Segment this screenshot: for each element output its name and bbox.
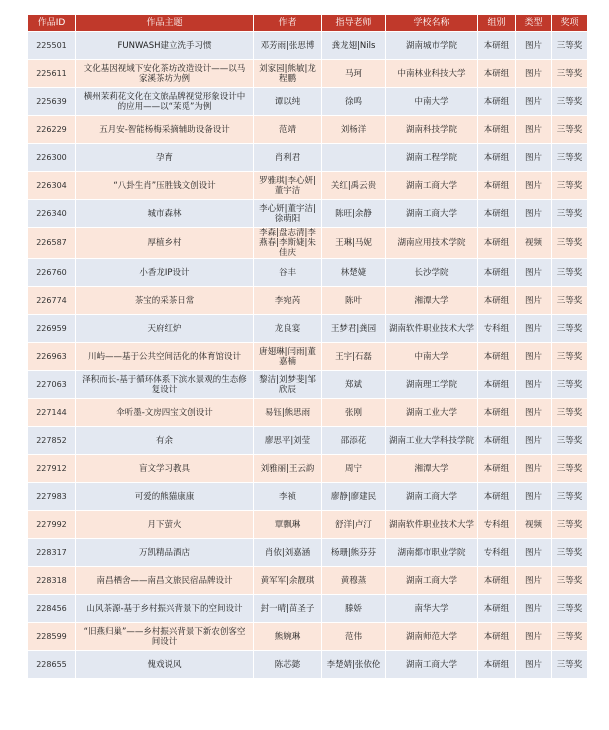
cell-author: 黎洁|刘梦斐|邹欣辰 xyxy=(254,371,322,399)
table-row xyxy=(28,200,588,228)
header-id: 作品ID xyxy=(28,15,76,32)
cell-type: 图片 xyxy=(516,315,552,343)
cell-author: 易钰|熊思雨 xyxy=(254,399,322,427)
cell-author: 覃飘琳 xyxy=(254,511,322,539)
cell-award: 三等奖 xyxy=(552,567,588,595)
cell-school: 湖南工业大学科技学院 xyxy=(386,427,478,455)
cell-group: 本研组 xyxy=(478,483,516,511)
cell-id: 227912 xyxy=(28,455,76,483)
cell-award: 三等奖 xyxy=(552,483,588,511)
cell-type: 图片 xyxy=(516,567,552,595)
cell-id: 227983 xyxy=(28,483,76,511)
cell-theme: 横州茉莉花文化在文旅品牌视觉形象设计中的应用——以“茉觅”为例 xyxy=(76,88,254,116)
cell-school: 湘潭大学 xyxy=(386,455,478,483)
cell-group: 本研组 xyxy=(478,200,516,228)
cell-id: 228318 xyxy=(28,567,76,595)
table-row xyxy=(28,144,588,172)
cell-award: 三等奖 xyxy=(552,315,588,343)
cell-type: 图片 xyxy=(516,60,552,88)
cell-id: 225639 xyxy=(28,88,76,116)
cell-group: 专科组 xyxy=(478,539,516,567)
cell-group: 本研组 xyxy=(478,623,516,651)
cell-id: 226760 xyxy=(28,259,76,287)
cell-theme: 伞听墨-文房四宝文创设计 xyxy=(76,399,254,427)
cell-author: 刘雅丽|王云韵 xyxy=(254,455,322,483)
table-row xyxy=(28,483,588,511)
table-header xyxy=(28,15,588,32)
cell-advisor: 林楚婕 xyxy=(322,259,386,287)
cell-id: 227063 xyxy=(28,371,76,399)
cell-school: 湖南理工学院 xyxy=(386,371,478,399)
cell-theme: 文化基因视域下安化茶坊改造设计——以马家溪茶坊为例 xyxy=(76,60,254,88)
cell-award: 三等奖 xyxy=(552,116,588,144)
cell-school: 湖南工商大学 xyxy=(386,200,478,228)
cell-author: 李宛芮 xyxy=(254,287,322,315)
cell-author: 陈芯懿 xyxy=(254,651,322,679)
cell-theme: 小香龙IP设计 xyxy=(76,259,254,287)
cell-group: 本研组 xyxy=(478,259,516,287)
cell-advisor: 王梦君|龚园 xyxy=(322,315,386,343)
cell-school: 湖南工商大学 xyxy=(386,172,478,200)
cell-award: 三等奖 xyxy=(552,88,588,116)
table-row xyxy=(28,88,588,116)
table-row xyxy=(28,511,588,539)
cell-type: 视频 xyxy=(516,228,552,259)
cell-id: 228599 xyxy=(28,623,76,651)
cell-author: 肖利君 xyxy=(254,144,322,172)
table-row xyxy=(28,60,588,88)
cell-theme: 茶宝的采茶日常 xyxy=(76,287,254,315)
cell-school: 中南大学 xyxy=(386,343,478,371)
cell-author: 范靖 xyxy=(254,116,322,144)
cell-award: 三等奖 xyxy=(552,595,588,623)
cell-author: 龙良宴 xyxy=(254,315,322,343)
cell-type: 图片 xyxy=(516,32,552,60)
cell-award: 三等奖 xyxy=(552,455,588,483)
cell-id: 226300 xyxy=(28,144,76,172)
cell-group: 本研组 xyxy=(478,651,516,679)
cell-id: 225611 xyxy=(28,60,76,88)
cell-award: 三等奖 xyxy=(552,343,588,371)
table-row xyxy=(28,228,588,259)
cell-theme: 山风茶源-基于乡村振兴背景下的空间设计 xyxy=(76,595,254,623)
table-row xyxy=(28,651,588,679)
cell-school: 长沙学院 xyxy=(386,259,478,287)
cell-school: 湖南工商大学 xyxy=(386,483,478,511)
cell-id: 227992 xyxy=(28,511,76,539)
cell-group: 本研组 xyxy=(478,116,516,144)
table-row xyxy=(28,32,588,60)
cell-group: 本研组 xyxy=(478,144,516,172)
table-row xyxy=(28,116,588,144)
cell-advisor: 龚龙翅|Nils xyxy=(322,32,386,60)
cell-school: 湖南都市职业学院 xyxy=(386,539,478,567)
table-row xyxy=(28,259,588,287)
cell-group: 本研组 xyxy=(478,427,516,455)
cell-award: 三等奖 xyxy=(552,539,588,567)
cell-school: 湘潭大学 xyxy=(386,287,478,315)
cell-school: 湖南科技学院 xyxy=(386,116,478,144)
header-type: 类型 xyxy=(516,15,552,32)
cell-id: 225501 xyxy=(28,32,76,60)
cell-type: 图片 xyxy=(516,88,552,116)
cell-theme: “旧燕归巢”——乡村振兴背景下新农创客空间设计 xyxy=(76,623,254,651)
cell-type: 图片 xyxy=(516,623,552,651)
cell-id: 227144 xyxy=(28,399,76,427)
cell-advisor: 陈叶 xyxy=(322,287,386,315)
cell-award: 三等奖 xyxy=(552,287,588,315)
cell-advisor: 陈旺|余静 xyxy=(322,200,386,228)
cell-theme: 有余 xyxy=(76,427,254,455)
cell-school: 湖南工商大学 xyxy=(386,651,478,679)
awards-table xyxy=(27,14,588,679)
cell-theme: “八卦生肖”压胜钱文创设计 xyxy=(76,172,254,200)
header-school: 学校名称 xyxy=(386,15,478,32)
table-row xyxy=(28,287,588,315)
cell-advisor: 范伟 xyxy=(322,623,386,651)
cell-award: 三等奖 xyxy=(552,371,588,399)
cell-id: 228456 xyxy=(28,595,76,623)
cell-award: 三等奖 xyxy=(552,172,588,200)
cell-theme: 五月安-智能杨梅采摘辅助设备设计 xyxy=(76,116,254,144)
cell-school: 湖南软件职业技术大学 xyxy=(386,511,478,539)
cell-author: 谷丰 xyxy=(254,259,322,287)
cell-award: 三等奖 xyxy=(552,511,588,539)
cell-advisor: 黄穆蒸 xyxy=(322,567,386,595)
cell-type: 图片 xyxy=(516,651,552,679)
cell-advisor: 滕娇 xyxy=(322,595,386,623)
cell-award: 三等奖 xyxy=(552,228,588,259)
cell-advisor: 郑斌 xyxy=(322,371,386,399)
cell-school: 湖南城市学院 xyxy=(386,32,478,60)
awards-table-container xyxy=(27,14,587,679)
cell-advisor: 关红|禹云贵 xyxy=(322,172,386,200)
cell-theme: 月下萤火 xyxy=(76,511,254,539)
cell-author: 熊婉琳 xyxy=(254,623,322,651)
cell-id: 226774 xyxy=(28,287,76,315)
cell-type: 图片 xyxy=(516,399,552,427)
cell-school: 湖南师范大学 xyxy=(386,623,478,651)
table-row xyxy=(28,623,588,651)
header-theme: 作品主题 xyxy=(76,15,254,32)
cell-group: 专科组 xyxy=(478,511,516,539)
cell-id: 226304 xyxy=(28,172,76,200)
cell-type: 图片 xyxy=(516,144,552,172)
cell-award: 三等奖 xyxy=(552,623,588,651)
cell-id: 226963 xyxy=(28,343,76,371)
cell-group: 本研组 xyxy=(478,172,516,200)
cell-type: 图片 xyxy=(516,371,552,399)
cell-school: 中南林业科技大学 xyxy=(386,60,478,88)
cell-group: 本研组 xyxy=(478,60,516,88)
cell-advisor: 杨珊|熊芬芬 xyxy=(322,539,386,567)
cell-author: 罗雅琪|李心妍|董宇洁 xyxy=(254,172,322,200)
cell-school: 湖南应用技术学院 xyxy=(386,228,478,259)
cell-type: 图片 xyxy=(516,427,552,455)
cell-school: 湖南工商大学 xyxy=(386,567,478,595)
cell-id: 227852 xyxy=(28,427,76,455)
cell-id: 226229 xyxy=(28,116,76,144)
cell-theme: FUNWASH建立洗手习惯 xyxy=(76,32,254,60)
cell-id: 228317 xyxy=(28,539,76,567)
cell-advisor xyxy=(322,144,386,172)
cell-group: 本研组 xyxy=(478,455,516,483)
cell-type: 图片 xyxy=(516,287,552,315)
cell-advisor: 王宇|石磊 xyxy=(322,343,386,371)
cell-type: 图片 xyxy=(516,172,552,200)
table-row xyxy=(28,567,588,595)
cell-theme: 可爱的熊猫康康 xyxy=(76,483,254,511)
cell-type: 图片 xyxy=(516,343,552,371)
cell-advisor: 徐鸣 xyxy=(322,88,386,116)
cell-group: 专科组 xyxy=(478,315,516,343)
cell-group: 本研组 xyxy=(478,228,516,259)
cell-school: 湖南软件职业技术大学 xyxy=(386,315,478,343)
cell-school: 中南大学 xyxy=(386,88,478,116)
table-row xyxy=(28,315,588,343)
cell-theme: 孕育 xyxy=(76,144,254,172)
cell-advisor: 邵添花 xyxy=(322,427,386,455)
cell-group: 本研组 xyxy=(478,287,516,315)
cell-award: 三等奖 xyxy=(552,651,588,679)
table-row xyxy=(28,371,588,399)
header-group: 组别 xyxy=(478,15,516,32)
cell-type: 图片 xyxy=(516,259,552,287)
header-advisor: 指导老师 xyxy=(322,15,386,32)
cell-author: 刘家园|熊敏|龙程鹏 xyxy=(254,60,322,88)
cell-theme: 万凯精品酒店 xyxy=(76,539,254,567)
cell-advisor: 张刚 xyxy=(322,399,386,427)
header-author: 作者 xyxy=(254,15,322,32)
cell-theme: 厚植乡村 xyxy=(76,228,254,259)
cell-award: 三等奖 xyxy=(552,60,588,88)
table-row xyxy=(28,343,588,371)
table-body xyxy=(28,32,588,679)
cell-award: 三等奖 xyxy=(552,399,588,427)
cell-group: 本研组 xyxy=(478,343,516,371)
table-row xyxy=(28,595,588,623)
cell-school: 湖南工程学院 xyxy=(386,144,478,172)
cell-author: 谭以纯 xyxy=(254,88,322,116)
cell-award: 三等奖 xyxy=(552,200,588,228)
cell-type: 图片 xyxy=(516,595,552,623)
cell-id: 226587 xyxy=(28,228,76,259)
cell-id: 228655 xyxy=(28,651,76,679)
cell-author: 肖依|刘嘉涵 xyxy=(254,539,322,567)
cell-group: 本研组 xyxy=(478,567,516,595)
cell-id: 226959 xyxy=(28,315,76,343)
cell-author: 李心妍|董宇洁|徐萌阳 xyxy=(254,200,322,228)
cell-author: 邓芳雨|张思博 xyxy=(254,32,322,60)
cell-advisor: 周宁 xyxy=(322,455,386,483)
cell-theme: 泽积而长-基于循环体系下滨水景观的生态修复设计 xyxy=(76,371,254,399)
table-row xyxy=(28,427,588,455)
cell-author: 廖思平|刘莹 xyxy=(254,427,322,455)
table-row xyxy=(28,455,588,483)
cell-type: 图片 xyxy=(516,539,552,567)
cell-type: 图片 xyxy=(516,455,552,483)
cell-theme: 南昌栖舍——南昌文旅民宿品牌设计 xyxy=(76,567,254,595)
cell-author: 李祯 xyxy=(254,483,322,511)
cell-group: 本研组 xyxy=(478,88,516,116)
cell-author: 李森|盘志清|李燕春|李斯婕|朱佳庆 xyxy=(254,228,322,259)
cell-theme: 盲文学习教具 xyxy=(76,455,254,483)
cell-type: 图片 xyxy=(516,200,552,228)
cell-advisor: 李楚婧|张依伦 xyxy=(322,651,386,679)
cell-advisor: 马珂 xyxy=(322,60,386,88)
cell-theme: 川屿——基于公共空间活化的体育馆设计 xyxy=(76,343,254,371)
cell-author: 黄军军|余靓琪 xyxy=(254,567,322,595)
cell-advisor: 王琳|马妮 xyxy=(322,228,386,259)
table-row xyxy=(28,172,588,200)
cell-group: 本研组 xyxy=(478,399,516,427)
cell-theme: 天府红炉 xyxy=(76,315,254,343)
cell-author: 封一晴|苗圣子 xyxy=(254,595,322,623)
cell-advisor: 刘杨洋 xyxy=(322,116,386,144)
cell-id: 226340 xyxy=(28,200,76,228)
cell-group: 本研组 xyxy=(478,595,516,623)
cell-theme: 城市森林 xyxy=(76,200,254,228)
header-award: 奖项 xyxy=(552,15,588,32)
cell-group: 本研组 xyxy=(478,32,516,60)
cell-author: 唐翅琳|闫雨|董嘉楠 xyxy=(254,343,322,371)
cell-group: 本研组 xyxy=(478,371,516,399)
cell-advisor: 舒洋|卢汀 xyxy=(322,511,386,539)
cell-type: 视频 xyxy=(516,511,552,539)
cell-school: 湖南工业大学 xyxy=(386,399,478,427)
cell-type: 图片 xyxy=(516,116,552,144)
cell-award: 三等奖 xyxy=(552,427,588,455)
cell-theme: 傀戏说风 xyxy=(76,651,254,679)
cell-award: 三等奖 xyxy=(552,144,588,172)
table-row xyxy=(28,539,588,567)
cell-type: 图片 xyxy=(516,483,552,511)
cell-school: 南华大学 xyxy=(386,595,478,623)
cell-award: 三等奖 xyxy=(552,32,588,60)
table-row xyxy=(28,399,588,427)
cell-award: 三等奖 xyxy=(552,259,588,287)
cell-advisor: 廖静|廖建民 xyxy=(322,483,386,511)
